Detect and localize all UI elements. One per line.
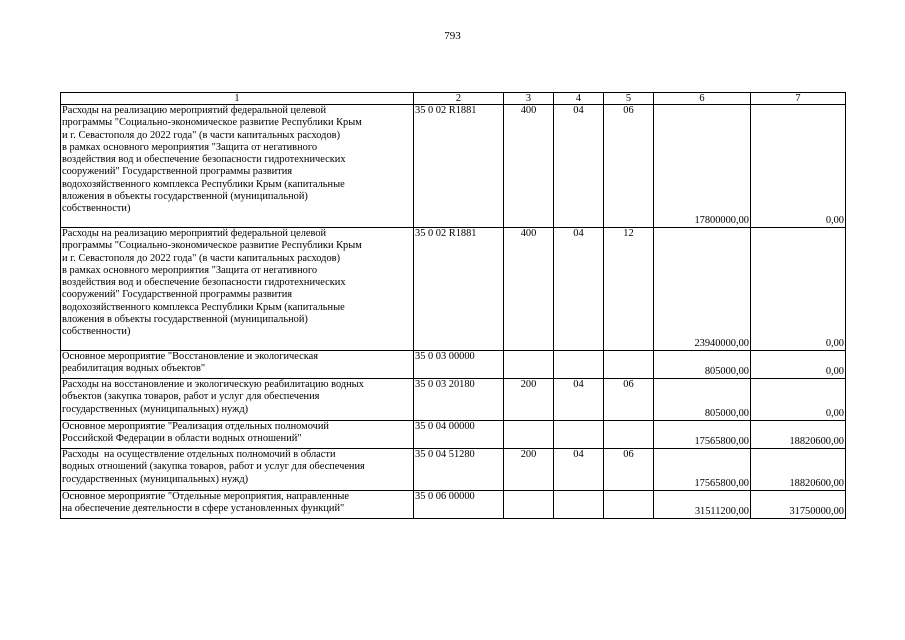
expense-type-cell: 200 <box>504 379 554 421</box>
header-col-3: 3 <box>504 93 554 105</box>
header-col-7: 7 <box>751 93 846 105</box>
amount-col7-cell: 18820600,00 <box>751 421 846 449</box>
table-row <box>61 421 846 449</box>
subsection-cell: 06 <box>604 449 654 491</box>
amount-col6-cell: 31511200,00 <box>654 491 751 519</box>
amount-col7-cell: 0,00 <box>751 228 846 351</box>
expense-name-cell: Основное мероприятие "Отдельные мероприятия, направленные на обеспечение деятельности в сфере установленных функций" <box>61 491 414 519</box>
target-code-cell: 35 0 03 20180 <box>414 379 504 421</box>
table-row <box>61 228 846 351</box>
amount-col7-cell: 18820600,00 <box>751 449 846 491</box>
section-cell: 04 <box>554 105 604 228</box>
table-row <box>61 449 846 491</box>
expense-type-cell: 200 <box>504 449 554 491</box>
amount-col7-cell: 31750000,00 <box>751 491 846 519</box>
amount-col6-cell: 805000,00 <box>654 351 751 379</box>
section-cell <box>554 351 604 379</box>
expense-name-cell: Расходы на реализацию мероприятий федеральной целевой программы "Социально-экономическое развитие Республики Крым и г. Севастополя до 2022 года" (в части капитальных расходов) в рамках основного мероприятия "Защита от негативного воздействия вод и обеспечение безопасности гидротехнических сооружений" Государственной программы развития водохозяйственного комплекса Республики Крым (капитальные вложения в объекты государственной (муниципальной) собственности) <box>61 228 414 351</box>
header-col-4: 4 <box>554 93 604 105</box>
expense-name-cell: Расходы на осуществление отдельных полномочий в области водных отношений (закупка товаров, работ и услуг для обеспечения государственных (муниципальных) нужд) <box>61 449 414 491</box>
table-header <box>61 93 846 105</box>
expense-type-cell <box>504 491 554 519</box>
header-col-5: 5 <box>604 93 654 105</box>
section-cell <box>554 421 604 449</box>
table-row <box>61 491 846 519</box>
header-col-2: 2 <box>414 93 504 105</box>
expense-type-cell <box>504 351 554 379</box>
target-code-cell: 35 0 03 00000 <box>414 351 504 379</box>
page-number: 793 <box>444 30 461 42</box>
target-code-cell: 35 0 04 00000 <box>414 421 504 449</box>
expense-name-cell: Расходы на восстановление и экологическую реабилитацию водных объектов (закупка товаров, работ и услуг для обеспечения государственных (муниципальных) нужд) <box>61 379 414 421</box>
table-body <box>61 105 846 519</box>
section-cell: 04 <box>554 228 604 351</box>
subsection-cell: 06 <box>604 105 654 228</box>
subsection-cell <box>604 351 654 379</box>
expense-type-cell: 400 <box>504 228 554 351</box>
amount-col6-cell: 23940000,00 <box>654 228 751 351</box>
amount-col7-cell: 0,00 <box>751 351 846 379</box>
budget-table <box>60 92 846 519</box>
table-row <box>61 105 846 228</box>
target-code-cell: 35 0 02 R1881 <box>414 228 504 351</box>
expense-name-cell: Основное мероприятие "Реализация отдельных полномочий Российской Федерации в области водных отношений" <box>61 421 414 449</box>
amount-col7-cell: 0,00 <box>751 105 846 228</box>
section-cell: 04 <box>554 379 604 421</box>
target-code-cell: 35 0 04 51280 <box>414 449 504 491</box>
target-code-cell: 35 0 06 00000 <box>414 491 504 519</box>
subsection-cell <box>604 491 654 519</box>
expense-type-cell: 400 <box>504 105 554 228</box>
amount-col6-cell: 17565800,00 <box>654 449 751 491</box>
section-cell <box>554 491 604 519</box>
target-code-cell: 35 0 02 R1881 <box>414 105 504 228</box>
expense-name-cell: Основное мероприятие "Восстановление и экологическая реабилитация водных объектов" <box>61 351 414 379</box>
section-cell: 04 <box>554 449 604 491</box>
expense-type-cell <box>504 421 554 449</box>
amount-col6-cell: 17800000,00 <box>654 105 751 228</box>
header-col-1: 1 <box>61 93 414 105</box>
amount-col6-cell: 805000,00 <box>654 379 751 421</box>
expense-name-cell: Расходы на реализацию мероприятий федеральной целевой программы "Социально-экономическое развитие Республики Крым и г. Севастополя до 2022 года" (в части капитальных расходов) в рамках основного мероприятия "Защита от негативного воздействия вод и обеспечение безопасности гидротехнических сооружений" Государственной программы развития водохозяйственного комплекса Республики Крым (капитальные вложения в объекты государственной (муниципальной) собственности) <box>61 105 414 228</box>
table-row <box>61 379 846 421</box>
subsection-cell <box>604 421 654 449</box>
amount-col6-cell: 17565800,00 <box>654 421 751 449</box>
amount-col7-cell: 0,00 <box>751 379 846 421</box>
header-col-6: 6 <box>654 93 751 105</box>
subsection-cell: 12 <box>604 228 654 351</box>
header-row <box>61 93 846 105</box>
table-row <box>61 351 846 379</box>
subsection-cell: 06 <box>604 379 654 421</box>
